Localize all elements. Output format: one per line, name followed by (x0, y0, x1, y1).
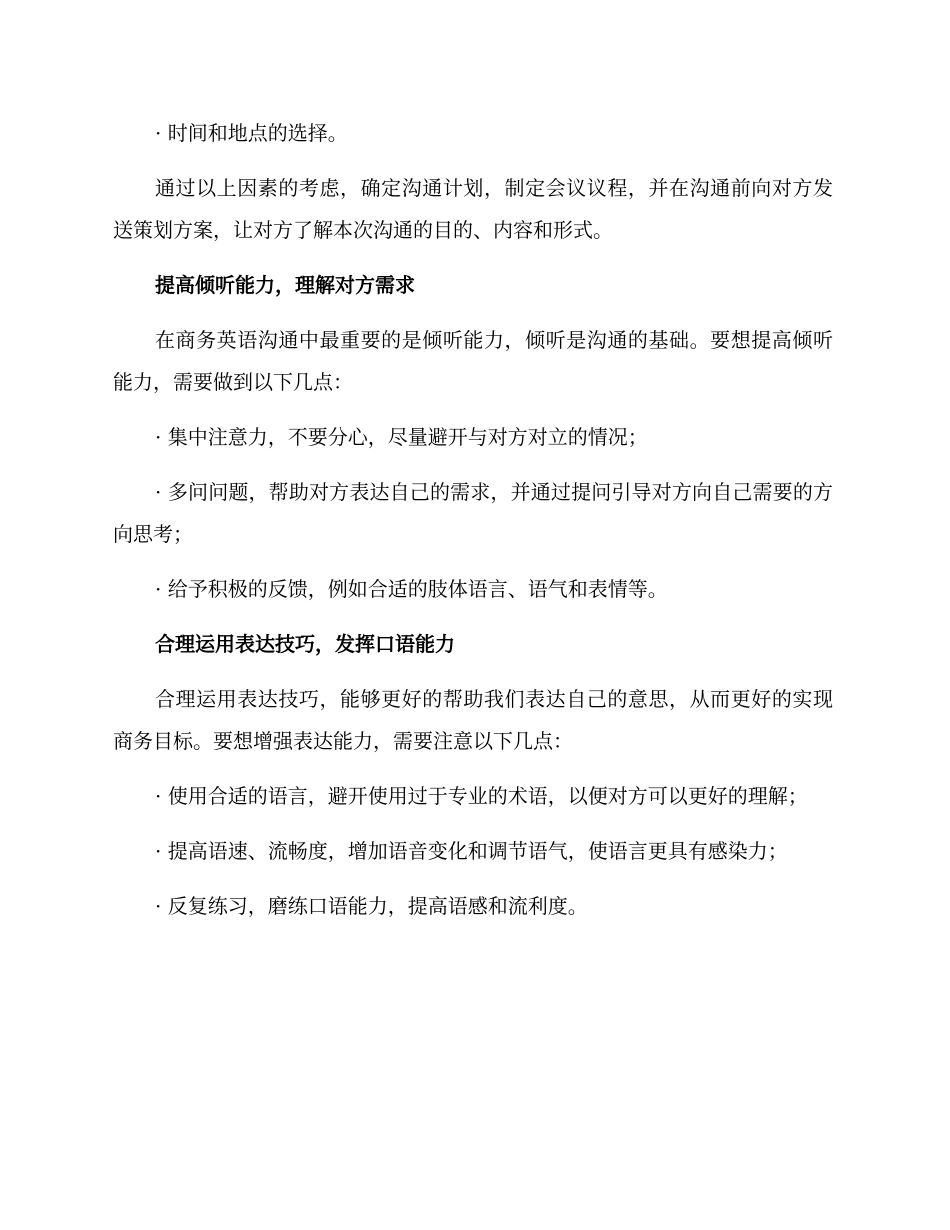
section-heading: 合理运用表达技巧，发挥口语能力 (155, 632, 455, 656)
bullet-paragraph: · 使用合适的语言，避开使用过于专业的术语，以便对方可以更好的理解； (155, 784, 808, 808)
bullet-paragraph: · 多问问题，帮助对方表达自己的需求，并通过提问引导对方向自己需要的方向思考； (113, 480, 833, 546)
body-paragraph: 在商务英语沟通中最重要的是倾听能力，倾听是沟通的基础。要想提高倾听能力，需要做到以下几点： (113, 328, 833, 394)
bullet-paragraph: · 提高语速、流畅度，增加语音变化和调节语气，使语言更具有感染力； (155, 839, 788, 863)
bullet-paragraph: · 反复练习，磨练口语能力，提高语感和流利度。 (155, 894, 588, 918)
body-paragraph: 通过以上因素的考虑，确定沟通计划，制定会议议程，并在沟通前向对方发送策划方案，让对方了解本次沟通的目的、内容和形式。 (113, 176, 833, 242)
bullet-paragraph: · 集中注意力，不要分心，尽量避开与对方对立的情况； (155, 425, 648, 449)
bullet-paragraph: · 给予积极的反馈，例如合适的肢体语言、语气和表情等。 (155, 577, 668, 601)
body-paragraph: 合理运用表达技巧，能够更好的帮助我们表达自己的意思，从而更好的实现商务目标。要想增强表达能力，需要注意以下几点： (113, 687, 833, 753)
bullet-paragraph: · 时间和地点的选择。 (155, 121, 348, 145)
section-heading: 提高倾听能力，理解对方需求 (155, 273, 415, 297)
document-body (113, 112, 833, 940)
